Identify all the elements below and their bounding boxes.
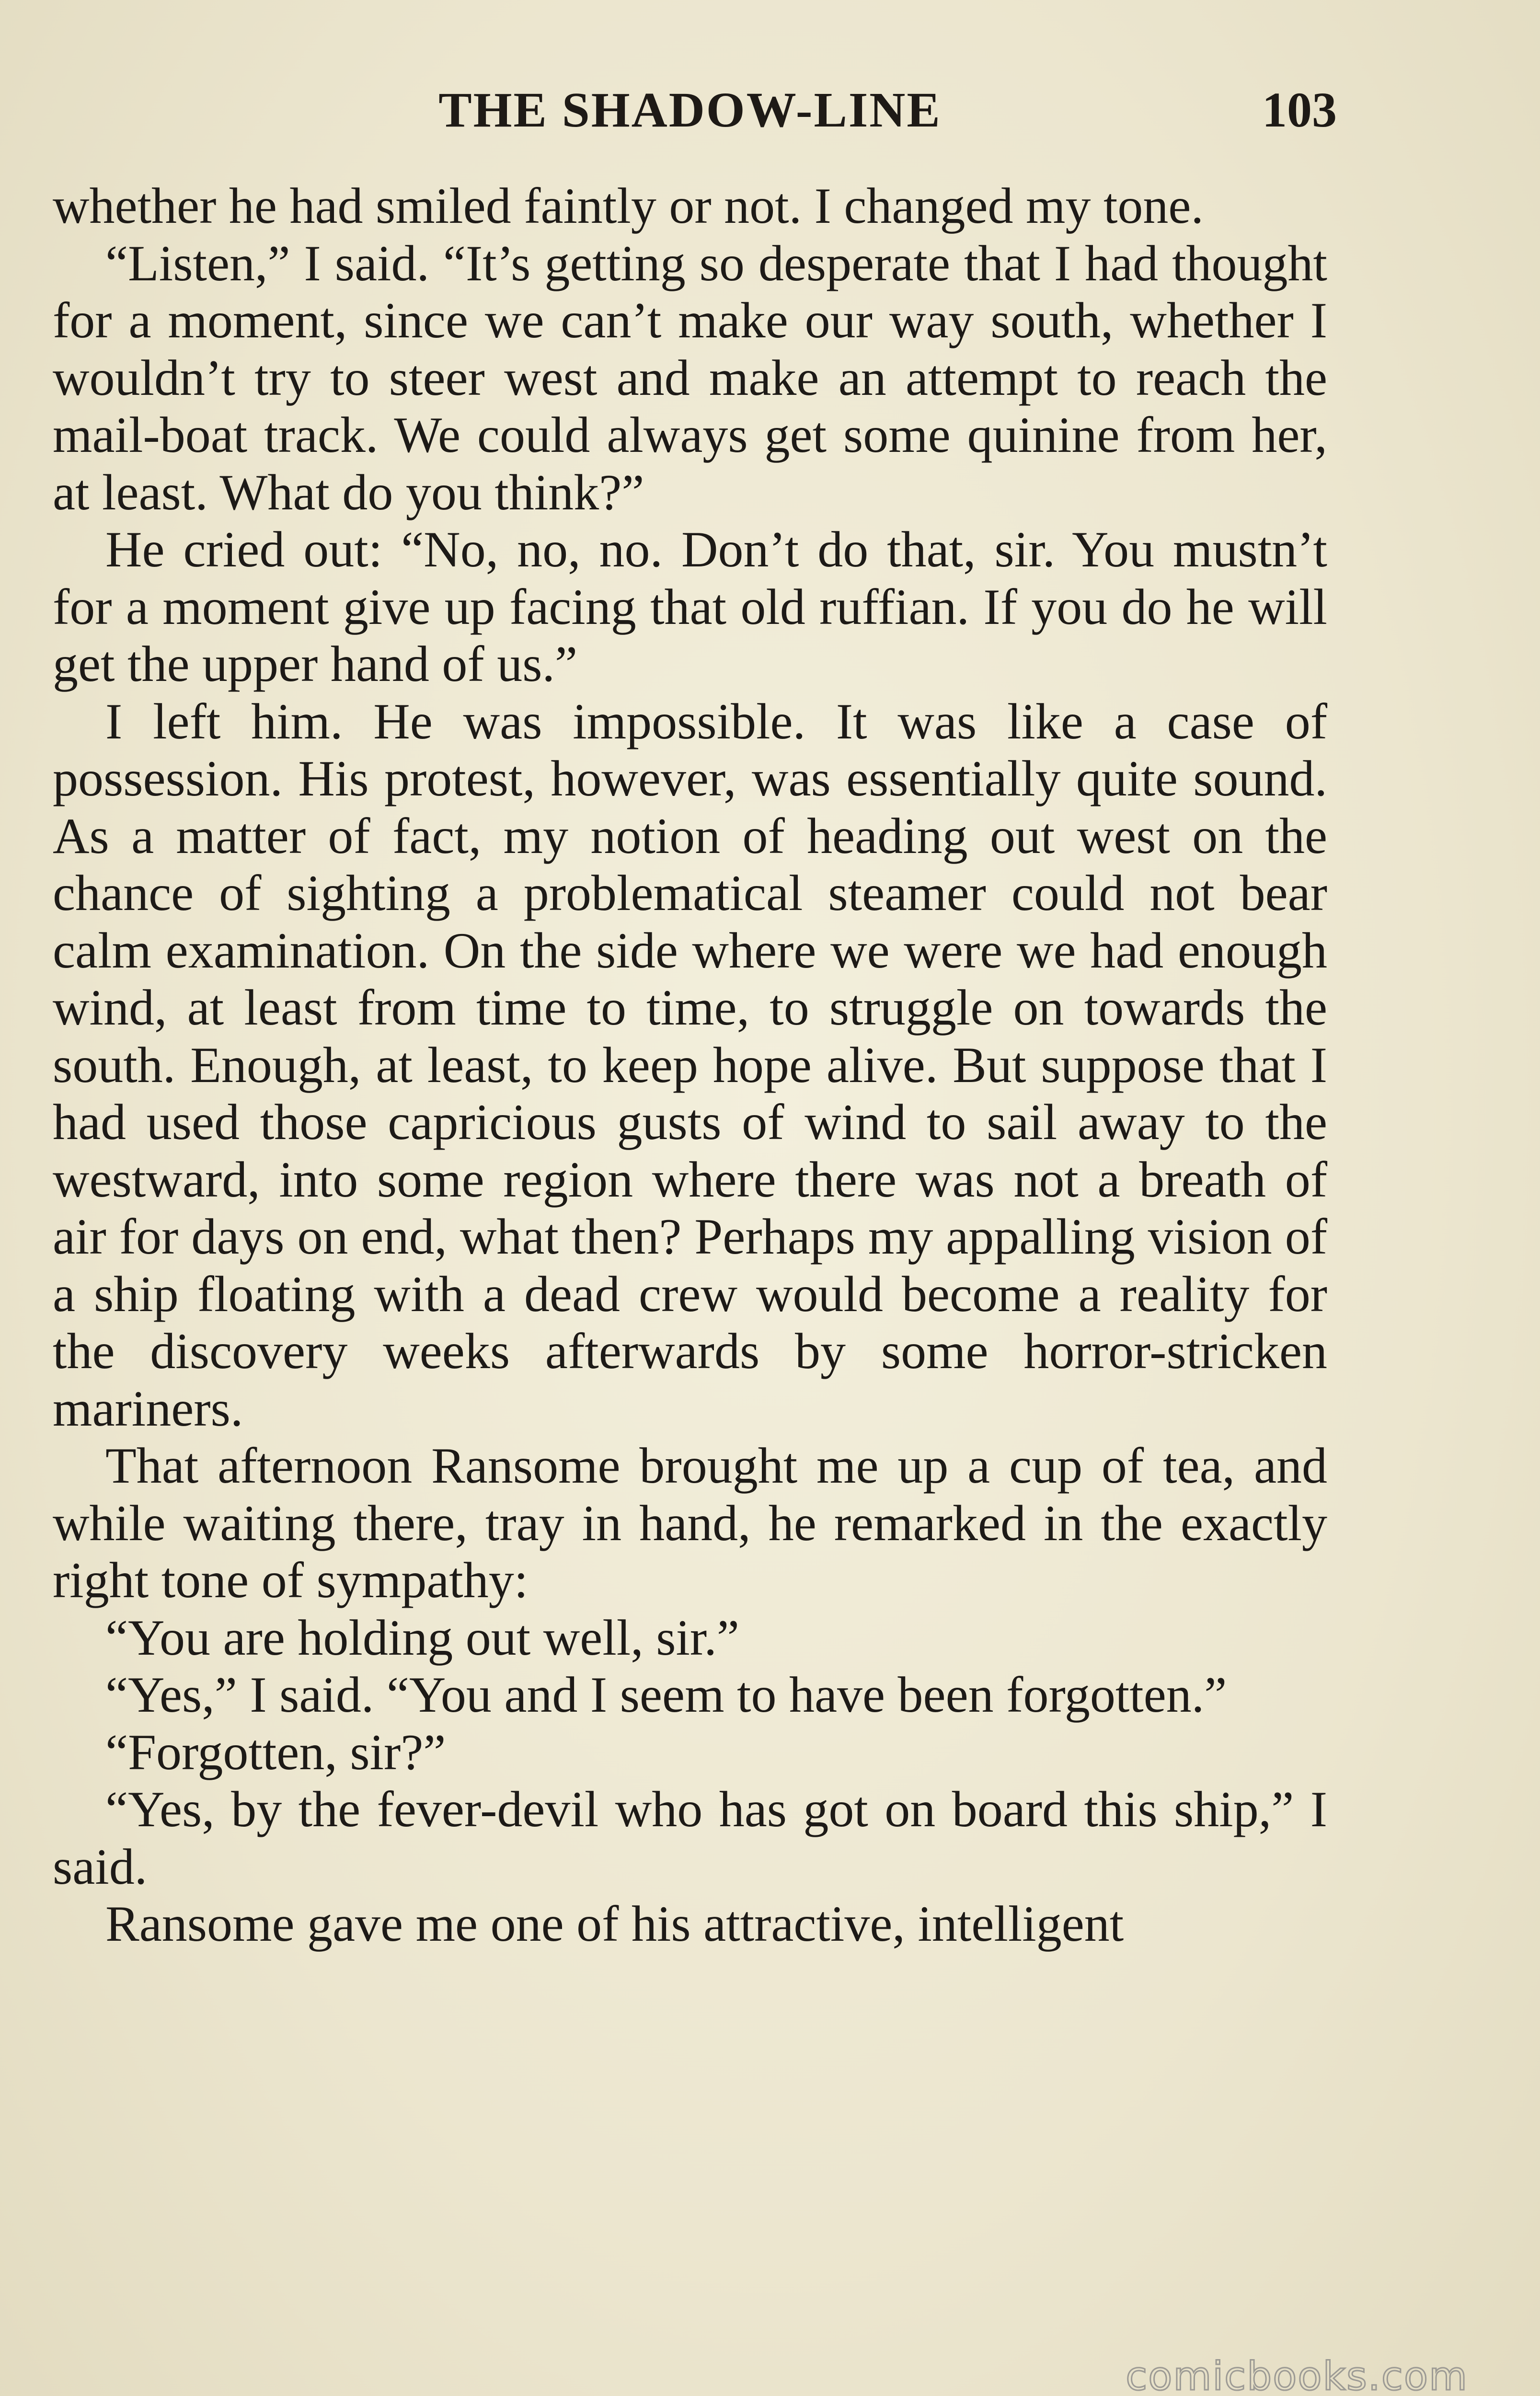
- paragraph-8: “Forgotten, sir?”: [105, 1724, 446, 1780]
- paragraph-6: “You are holding out well, sir.”: [105, 1609, 739, 1666]
- paragraph-2: “Listen,” I said. “It’s getting so desperate that I had thought for a moment, since we can’t make our way south, whether I wouldn’t try to steer west and make an attempt to reach the mail-boat track. We could always get some quinine from her, at least. What do you think?”: [53, 235, 1327, 520]
- paragraph-5: That afternoon Ransome brought me up a cup of tea, and while waiting there, tray in hand, he remarked in the exactly right tone of sympathy:: [53, 1438, 1327, 1608]
- page-number: 103: [1262, 82, 1337, 138]
- body-text: [53, 177, 1327, 1953]
- running-head: [53, 81, 1337, 144]
- watermark: comicbooks.com: [1126, 2354, 1468, 2396]
- paragraph-1: whether he had smiled faintly or not. I changed my tone.: [53, 178, 1204, 234]
- paragraph-3: He cried out: “No, no, no. Don’t do that, sir. You mustn’t for a moment give up facing that old ruffian. If you do he will get the upper hand of us.”: [53, 521, 1327, 692]
- paragraph-7: “Yes,” I said. “You and I seem to have been forgotten.”: [105, 1667, 1227, 1723]
- paragraph-4: I left him. He was impossible. It was like a case of possession. His protest, however, was essentially quite sound. As a matter of fact, my notion of heading out west on the chance of sighting a problematical steamer could not bear calm examination. On the side where we were we had enough wind, at least from time to time, to struggle on towards the south. Enough, at least, to keep hope alive. But suppose that I had used those capricious gusts of wind to sail away to the westward, into some region where there was not a breath of air for days on end, what then? Perhaps my appalling vision of a ship floating with a dead crew would become a reality for the discovery weeks afterwards by some horror-stricken mariners.: [53, 693, 1327, 1437]
- paragraph-9: “Yes, by the fever-devil who has got on board this ship,” I said.: [53, 1781, 1327, 1895]
- running-title: THE SHADOW-LINE: [438, 82, 942, 138]
- paragraph-10: Ransome gave me one of his attractive, intelligent: [105, 1896, 1124, 1952]
